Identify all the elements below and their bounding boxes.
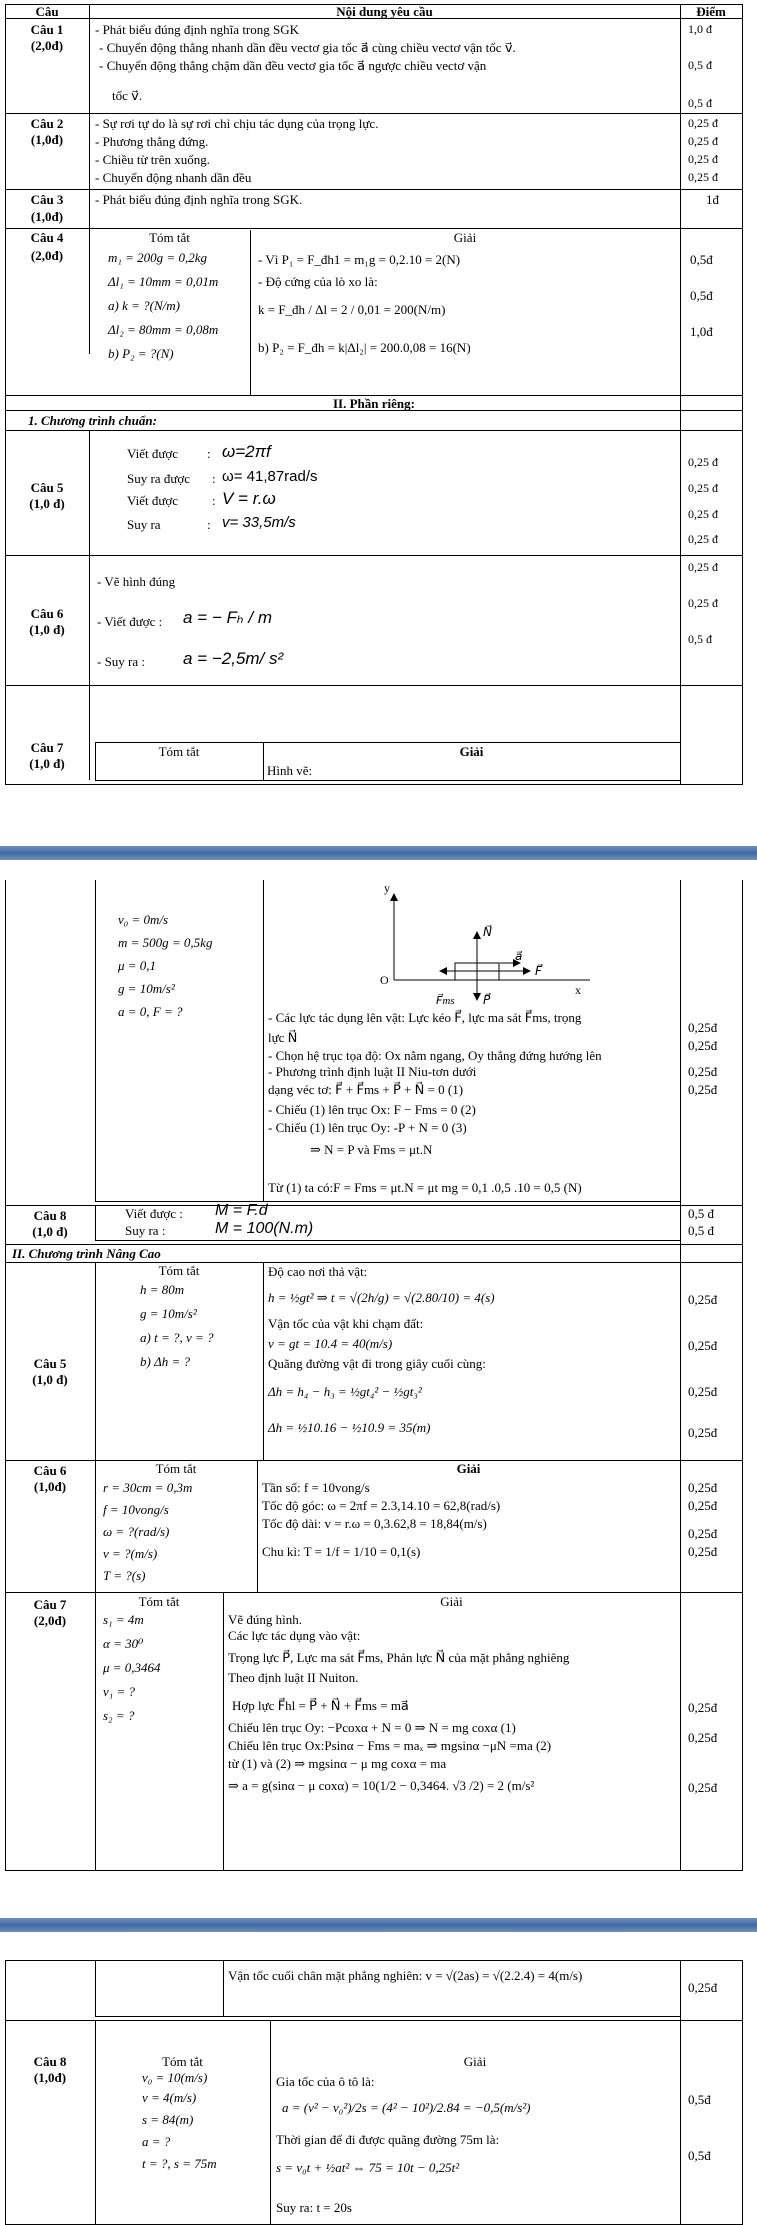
q5a-row4-formula: v= 33,5m/s	[222, 514, 296, 531]
q8a-row1-label: Viết được :	[125, 1206, 183, 1221]
q5a-point-2: 0,25 đ	[688, 481, 718, 495]
q7a-sol-3: - Chọn hệ trục tọa độ: Ox nằm ngang, Oy thẳng đứng hướng lên	[268, 1048, 602, 1063]
q5a-row1-colon: :	[207, 446, 211, 461]
q6b-score: (1,0đ)	[33, 1479, 67, 1494]
q6b-sol-2: Tốc độ góc: ω = 2πf = 2.3,14.10 = 62,8(rad/s)	[262, 1498, 501, 1513]
q5b-point-4: 0,25đ	[688, 1425, 718, 1440]
q5a-row1-label: Viết được	[127, 446, 179, 461]
q7a-sol-8: ⇒ N = P và Fms = μt.N	[310, 1142, 433, 1157]
q6a-formula-1: a = − Fₕ / m	[183, 608, 272, 627]
q3-line: - Phát biểu đúng định nghĩa trong SGK.	[95, 192, 303, 207]
force-diagram	[380, 880, 640, 1005]
q8a-row2-label: Suy ra :	[125, 1223, 166, 1238]
q7a-hinhve: Hình vẽ:	[267, 763, 313, 778]
q5b-sol-4: v = gt = 10.4 = 40(m/s)	[268, 1336, 393, 1351]
q5b-point-3: 0,25đ	[688, 1384, 718, 1399]
q5b-sol-1: Độ cao nơi thả vật:	[268, 1264, 368, 1279]
q8b-tomtat: Tóm tắt	[162, 2054, 203, 2069]
q7b-sol-9: ⇒ a = g(sinα − μ coxα) = 10(1/2 − 0,3464. √3 /2) = 2 (m/s²	[228, 1778, 535, 1793]
q1-label: Câu 1	[30, 22, 64, 37]
o-label: O	[380, 973, 389, 987]
q7a-sol-5: dạng véc tơ: F⃗ + F⃗ms + P⃗ + N⃗ = 0 (1)	[268, 1082, 464, 1097]
q2-point-1: 0,25 đ	[688, 116, 718, 130]
q4-point-3: 1,0đ	[690, 324, 713, 339]
q7b-point-1: 0,25đ	[688, 1700, 718, 1715]
q7a-sol-2: lực N⃗	[268, 1030, 298, 1045]
q7b-given-2: α = 30⁰	[103, 1636, 144, 1651]
f-label: F⃗	[535, 964, 542, 978]
q5b-sol-6: Δh = h₄ − h₃ = ½gt₄² − ½gt₃²	[268, 1384, 422, 1399]
part2-sub2: II. Chương trình Nâng Cao	[12, 1246, 161, 1261]
q4-giai: Giải	[453, 230, 477, 245]
q7a-tomtat: Tóm tắt	[158, 744, 200, 759]
q7b-given-4: v₁ = ?	[103, 1684, 136, 1699]
q7b-point-2: 0,25đ	[688, 1730, 718, 1745]
q8b-sol-4: s = v₀t + ½at² ⇔ 75 = 10t − 0,25t²	[276, 2160, 460, 2175]
q4-sol-3: k = F_đh / Δl = 2 / 0,01 = 200(N/m)	[258, 302, 446, 317]
q5b-label: Câu 5	[33, 1356, 67, 1371]
q5a-row2-colon: :	[212, 471, 216, 486]
q5a-label: Câu 5	[30, 480, 64, 495]
q6b-label: Câu 6	[33, 1463, 67, 1478]
q8b-sol-1: Gia tốc của ô tô là:	[276, 2074, 375, 2089]
q4-sol-4: b) P₂ = F_đh = k|Δl₂| = 200.0,08 = 16(N)	[258, 340, 471, 355]
q6b-tomtat: Tóm tắt	[155, 1461, 197, 1476]
q5a-row1-formula: ω=2πf	[222, 442, 271, 461]
n-label: N⃗	[483, 925, 492, 939]
q4-score: (2,0đ)	[30, 248, 64, 263]
q1-point-2: 0,5 đ	[688, 58, 712, 72]
q5a-point-4: 0,25 đ	[688, 532, 718, 546]
q8b-point-2: 0,5đ	[688, 2148, 711, 2163]
q5b-given-1: h = 80m	[140, 1282, 185, 1297]
q6b-point-4: 0,25đ	[688, 1544, 718, 1559]
q6b-point-1: 0,25đ	[688, 1480, 718, 1495]
q5b-given-2: g = 10m/s²	[140, 1306, 197, 1321]
q5a-point-3: 0,25 đ	[688, 507, 718, 521]
q1-point-1: 1,0 đ	[688, 22, 712, 36]
q6b-giai: Giải	[456, 1461, 481, 1476]
page-3	[0, 1960, 757, 2225]
q7a-point-3: 0,25đ	[688, 1064, 718, 1079]
q7b-sol-7: Chiếu lên trục Ox:Psinα − Fms = maₓ ⇒ mgsinα −μN =ma (2)	[228, 1738, 552, 1753]
header-diem: Điểm	[696, 4, 726, 19]
q4-point-2: 0,5đ	[690, 288, 713, 303]
q5b-sol-5: Quãng đường vật đi trong giây cuối cùng:	[268, 1356, 486, 1371]
q6a-label: Câu 6	[30, 606, 64, 621]
q2-line-3: - Chiều từ trên xuống.	[95, 152, 211, 167]
q7a-point-1: 0,25đ	[688, 1020, 718, 1035]
q7a-given-4: g = 10m/s²	[118, 981, 175, 996]
q6b-given-4: v = ?(m/s)	[103, 1546, 158, 1561]
q6a-point-3: 0,5 đ	[688, 632, 712, 646]
q7b-sol-5: Hợp lực F⃗hl = P⃗ + N⃗ + F⃗ms = ma⃗	[232, 1698, 409, 1713]
q7b-sol-1: Vẽ đúng hình.	[228, 1612, 303, 1627]
q7b-label: Câu 7	[33, 1597, 67, 1612]
q8b-sol-5: Suy ra: t = 20s	[276, 2200, 352, 2215]
q6b-sol-1: Tần số: f = 10vong/s	[262, 1480, 370, 1495]
page-separator-2	[0, 1918, 757, 1932]
q6b-given-1: r = 30cm = 0,3m	[103, 1480, 193, 1495]
q7a-sol-7: - Chiếu (1) lên trục Oy: -P + N = 0 (3)	[268, 1120, 467, 1135]
q1-line-2: - Chuyển động thẳng nhanh dần đều vectơ gia tốc a⃗ cùng chiều vectơ vận tốc v⃗.	[99, 40, 516, 55]
q8b-given-4: a = ?	[142, 2134, 171, 2149]
q8a-label: Câu 8	[33, 1208, 67, 1223]
q4-sol-1: - Vì P₁ = F_đh1 = m₁g = 0,2.10 = 2(N)	[258, 252, 461, 267]
q6a-point-1: 0,25 đ	[688, 560, 718, 574]
q1-point-3: 0,5 đ	[688, 96, 712, 110]
q8b-given-2: v = 4(m/s)	[142, 2090, 197, 2105]
q6b-given-5: T = ?(s)	[103, 1568, 146, 1583]
q2-label: Câu 2	[30, 116, 64, 131]
q8b-sol-2: a = (v² − v₀²)/2s = (4² − 10²)/2.84 = −0,5(m/s²)	[282, 2100, 531, 2115]
q7b-given-3: μ = 0,3464	[103, 1660, 161, 1675]
q5a-row4-colon: :	[207, 517, 211, 532]
q6b-given-3: ω = ?(rad/s)	[103, 1524, 170, 1539]
q7b-sol-6: Chiếu lên trục Oy: −Pcoxα + N = 0 ⇒ N = mg coxα (1)	[228, 1720, 516, 1735]
q6a-line-3: - Suy ra :	[97, 654, 146, 669]
q7a-point-2: 0,25đ	[688, 1038, 718, 1053]
x-label: x	[575, 983, 581, 997]
q8b-point-1: 0,5đ	[688, 2092, 711, 2107]
q1-line-4: tốc v⃗.	[112, 88, 143, 103]
q8a-row2-formula: M = 100(N.m)	[215, 1220, 314, 1237]
page-separator-1	[0, 846, 757, 860]
q7b-given-1: s₁ = 4m	[103, 1612, 144, 1627]
q6b-sol-3: Tốc độ dài: v = r.ω = 0,3.62,8 = 18,84(m/s)	[262, 1516, 487, 1531]
q8b-given-3: s = 84(m)	[142, 2112, 194, 2127]
q6a-score: (1,0 đ)	[29, 622, 65, 637]
q7a-giai: Giải	[459, 744, 484, 759]
q5b-sol-2: h = ½gt² ⇒ t = √(2h/g) = √(2.80/10) = 4(s)	[268, 1290, 495, 1305]
q7c-line: Vận tốc cuối chân mặt phẳng nghiên: v = √(2as) = √(2.2.4) = 4(m/s)	[228, 1968, 583, 1983]
q2-point-3: 0,25 đ	[688, 152, 718, 166]
header-noidung: Nội dung yêu cầu	[336, 4, 433, 19]
a-label: a⃗	[515, 949, 523, 963]
q4-sol-2: - Độ cứng của lò xo là:	[258, 274, 378, 289]
q6a-line-2: - Viết được :	[97, 614, 163, 629]
q7b-giai: Giải	[440, 1594, 463, 1609]
q8a-score: (1,0 đ)	[32, 1224, 68, 1239]
q5b-sol-3: Vận tốc của vật khi chạm đất:	[268, 1316, 424, 1331]
q7b-given-5: s₂ = ?	[103, 1708, 135, 1723]
q7b-sol-3: Trọng lực P⃗, Lực ma sát F⃗ms, Phản lực N⃗ của mặt phẳng nghiêng	[228, 1650, 570, 1665]
q7a-given-5: a = 0, F = ?	[118, 1004, 183, 1019]
q5a-row3-formula: V = r.ω	[222, 489, 276, 508]
q5b-score: (1,0 đ)	[32, 1372, 68, 1387]
q7a-given-3: μ = 0,1	[118, 958, 157, 973]
q7b-sol-2: Các lực tác dụng vào vật:	[228, 1628, 361, 1643]
q6b-point-2: 0,25đ	[688, 1498, 718, 1513]
p-label: P⃗	[483, 993, 491, 1005]
q7a-sol-6: - Chiếu (1) lên trục Ox: F − Fms = 0 (2)	[268, 1102, 476, 1117]
q6a-formula-2: a = −2,5m/ s²	[183, 649, 284, 668]
q5b-given-3: a) t = ?, v = ?	[140, 1330, 214, 1345]
q5a-row3-label: Viết được	[127, 493, 179, 508]
q8b-score: (1,0đ)	[33, 2070, 67, 2085]
q8b-label: Câu 8	[33, 2054, 67, 2069]
header-cau: Câu	[35, 4, 59, 19]
q1-line-3: - Chuyển động thẳng chậm dần đều vectơ gia tốc a⃗ ngược chiều vectơ vận	[99, 58, 487, 73]
q6b-sol-4: Chu kì: T = 1/f = 1/10 = 0,1(s)	[262, 1544, 421, 1559]
q5a-row2-formula: ω= 41,87rad/s	[222, 468, 318, 485]
q4-given-5: b) P₂ = ?(N)	[108, 346, 174, 361]
q7b-tomtat: Tóm tắt	[138, 1594, 180, 1609]
q2-point-4: 0,25 đ	[688, 170, 718, 184]
q8b-given-1: v₀ = 10(m/s)	[142, 2070, 208, 2085]
q6b-given-2: f = 10vong/s	[103, 1502, 169, 1517]
q7a-sol-4: - Phương trình định luật II Niu-tơn dưới	[268, 1064, 477, 1079]
q5b-point-2: 0,25đ	[688, 1338, 718, 1353]
q6a-point-2: 0,25 đ	[688, 596, 718, 610]
q8b-sol-3: Thời gian để đi được quãng đường 75m là:	[276, 2132, 500, 2147]
q5b-point-1: 0,25đ	[688, 1292, 718, 1307]
page-1	[0, 0, 757, 790]
q7a-given-1: v₀ = 0m/s	[118, 912, 169, 927]
q7b-score: (2,0đ)	[33, 1613, 67, 1628]
q8a-row1-formula: M = F.d	[215, 1202, 268, 1219]
fms-label: F⃗ms	[436, 995, 455, 1005]
part2-sub1: 1. Chương trình chuẩn:	[28, 413, 157, 428]
q6a-line-1: - Vẽ hình đúng	[97, 574, 176, 589]
page-2	[0, 880, 757, 1900]
q4-label: Câu 4	[30, 230, 64, 245]
q2-line-2: - Phương thẳng đứng.	[95, 134, 209, 149]
q5a-row3-colon: :	[212, 493, 216, 508]
q2-point-2: 0,25 đ	[688, 134, 718, 148]
q7b-sol-8: từ (1) và (2) ⇒ mgsinα − μ mg coxα = ma	[228, 1756, 447, 1771]
q5b-tomtat: Tóm tắt	[158, 1263, 200, 1278]
q7a-score: (1,0 đ)	[29, 756, 65, 771]
q7a-sol-1: - Các lực tác dụng lên vật: Lực kéo F⃗, lực ma sát F⃗ms, trọng	[268, 1010, 582, 1025]
q7b-point-3: 0,25đ	[688, 1780, 718, 1795]
q4-given-3: a) k = ?(N/m)	[108, 298, 180, 313]
part2-title: II. Phần riêng:	[333, 396, 415, 411]
q7a-sol-9: Từ (1) ta có:F = Fms = μt.N = μt mg = 0,1 .0,5 .10 = 0,5 (N)	[268, 1180, 582, 1195]
q1-line-1: - Phát biểu đúng định nghĩa trong SGK	[95, 22, 300, 37]
q3-point: 1đ	[706, 192, 719, 207]
q3-score: (1,0đ)	[30, 209, 64, 224]
q7a-label: Câu 7	[30, 740, 64, 755]
q7a-point-4: 0,25đ	[688, 1082, 718, 1097]
q4-given-2: Δl₁ = 10mm = 0,01m	[108, 274, 219, 289]
q7a-given-2: m = 500g = 0,5kg	[118, 935, 213, 950]
q4-point-1: 0,5đ	[690, 252, 713, 267]
q4-given-4: Δl₂ = 80mm = 0,08m	[108, 322, 219, 337]
y-label: y	[384, 881, 390, 895]
q5a-row4-label: Suy ra	[127, 517, 161, 532]
q5a-point-1: 0,25 đ	[688, 455, 718, 469]
q5b-given-4: b) Δh = ?	[140, 1354, 190, 1369]
q6b-point-3: 0,25đ	[688, 1526, 718, 1541]
q2-score: (1,0đ)	[30, 132, 64, 147]
q7b-sol-4: Theo định luật II Nuiton.	[228, 1670, 359, 1685]
q8b-given-5: t = ?, s = 75m	[142, 2156, 217, 2171]
q8b-giai: Giải	[463, 2054, 487, 2069]
q5a-row2-label: Suy ra được	[127, 471, 191, 486]
q4-given-1: m₁ = 200g = 0,2kg	[108, 250, 207, 265]
q2-line-4: - Chuyển động nhanh dần đều	[95, 170, 252, 185]
q3-label: Câu 3	[30, 192, 64, 207]
q7c-point: 0,25đ	[688, 1980, 718, 1995]
q5a-score: (1,0 đ)	[29, 496, 65, 511]
q2-line-1: - Sự rơi tự do là sự rơi chỉ chịu tác dụng của trọng lực.	[95, 116, 379, 131]
q8a-point-2: 0,5 đ	[688, 1223, 714, 1238]
q1-score: (2,0đ)	[30, 38, 64, 53]
q8a-point-1: 0,5 đ	[688, 1206, 714, 1221]
q4-tomtat: Tóm tắt	[149, 230, 190, 245]
q5b-sol-7: Δh = ½10.16 − ½10.9 = 35(m)	[268, 1420, 431, 1435]
